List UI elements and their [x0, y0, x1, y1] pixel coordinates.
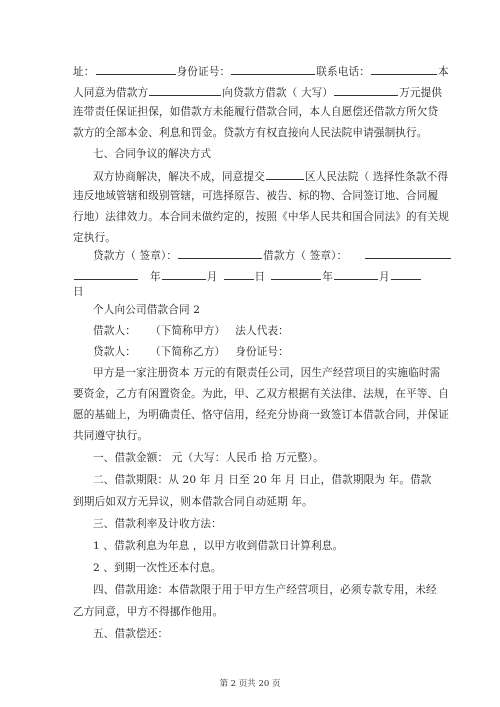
text-fragment: 借款人： [93, 325, 136, 337]
borrower-signature-blank [365, 248, 451, 259]
paragraph-line: 共同遵守执行。 [73, 430, 149, 442]
id-number-blank [231, 64, 315, 75]
interest-rate-item: 1 、借款利息为年息 ，以甲方收到借款日计算利息。 [93, 540, 344, 552]
text-fragment: 万元提供 [399, 87, 443, 99]
lender-signature-label: 贷款方（ 签章）： [93, 250, 178, 262]
phone-label: 联系电话： [316, 66, 370, 78]
borrower-line [93, 325, 289, 338]
text-fragment: 年 [322, 271, 333, 283]
paragraph-line: 乙方同意，甲方不得挪作他用。 [73, 606, 224, 618]
year-blank [74, 269, 138, 280]
paragraph-line: 愿的基础上，为明确责任、恪守信用，经充分协商一致签订本借款合同，并保证 [73, 409, 450, 421]
contract-title: 个人向公司借款合同 2 [93, 304, 201, 316]
loan-term-clause: 二、借款期限：从 20 年 月 日至 20 年 月 日止，借款期限为 年。借款 [93, 474, 432, 486]
borrower-blank [149, 85, 221, 96]
paragraph-line: 要资金，乙方有闲置资金。为此，甲、乙双方根据有关法律、法规，在平等、自 [73, 388, 450, 400]
paragraph-line: 款方的全部本金、利息和罚金。贷款方有权直接向人民法院申请强制执行。 [73, 127, 428, 139]
month-blank [162, 269, 206, 280]
guarantee-amount-line [73, 85, 442, 100]
text-fragment: 身份证号： [235, 346, 289, 358]
lender-signature-blank [178, 248, 262, 259]
text-fragment: 人同意为借款方 [73, 87, 149, 99]
text-fragment: （下简称甲方） [149, 325, 226, 337]
address-blank [96, 64, 176, 75]
text-fragment: 年 [150, 271, 161, 283]
date-line [73, 269, 422, 284]
text-fragment: 日 [254, 271, 266, 283]
year-blank-2 [271, 269, 321, 280]
court-blank [266, 169, 304, 180]
text-fragment: （下简称乙方） [149, 346, 226, 358]
page-footer: 第 2 页共 20 页 [219, 679, 281, 689]
text-fragment: 向贷款方借款（ 大写） [222, 87, 334, 99]
guarantor-contact-line [73, 64, 449, 79]
section-heading: 五、借款偿还： [93, 628, 169, 640]
day-blank [224, 269, 254, 280]
phone-blank [371, 64, 437, 75]
loan-purpose-clause: 四、借款用途：本借款限于用于甲方生产经营项目，必须专款专用，未经 [93, 584, 437, 596]
text-fragment: 贷款人： [93, 346, 136, 358]
day-blank-2 [391, 269, 421, 280]
text-fragment: 双方协商解决，解决不成，同意提交 [93, 171, 265, 183]
text-fragment: 法人代表： [235, 325, 289, 337]
paragraph-line: 定执行。 [73, 232, 116, 244]
signature-line [93, 248, 452, 263]
id-number-label: 身份证号： [176, 66, 231, 78]
section-heading: 七、合同争议的解决方式 [93, 148, 212, 160]
text-fragment: 月 [206, 271, 218, 283]
paragraph-line: 连带责任保证担保，如借款方未能履行借款合同，本人自愿偿还借款方所欠贷 [73, 106, 439, 118]
date-day-char: 日 [73, 286, 84, 298]
amount-blank [334, 85, 398, 96]
month-blank-2 [334, 269, 378, 280]
paragraph-line: 违反地域管辖和级别管辖，可选择原告、被告、标的物、合同签订地、合同履 [73, 190, 439, 202]
address-label: 址： [73, 66, 95, 78]
section-heading: 三、借款利率及计收方法： [93, 518, 222, 530]
loan-amount-clause: 一、借款金额： 元（大写：人民币 拾 万元整）。 [93, 452, 324, 464]
lender-line [93, 346, 289, 359]
paragraph-line: 甲方是一家注册资本 万元的有限责任公司，因生产经营项目的实施临时需 [93, 367, 441, 379]
paragraph-line: 到期后如双方无异议，则本借款合同自动延期 年。 [73, 496, 313, 508]
text-fragment: 本 [437, 66, 449, 78]
repayment-item: 2 、到期一次性还本付息。 [93, 562, 222, 574]
text-fragment: 区人民法院（ 选择性条款不得 [304, 171, 449, 183]
paragraph-line: 行地）法律效力。本合同未做约定的，按照《中华人民共和国合同法》的有关规 [73, 211, 450, 223]
dispute-line [93, 169, 448, 184]
borrower-signature-label: 借款方（ 签章）： [263, 250, 348, 262]
text-fragment: 月 [379, 271, 390, 283]
